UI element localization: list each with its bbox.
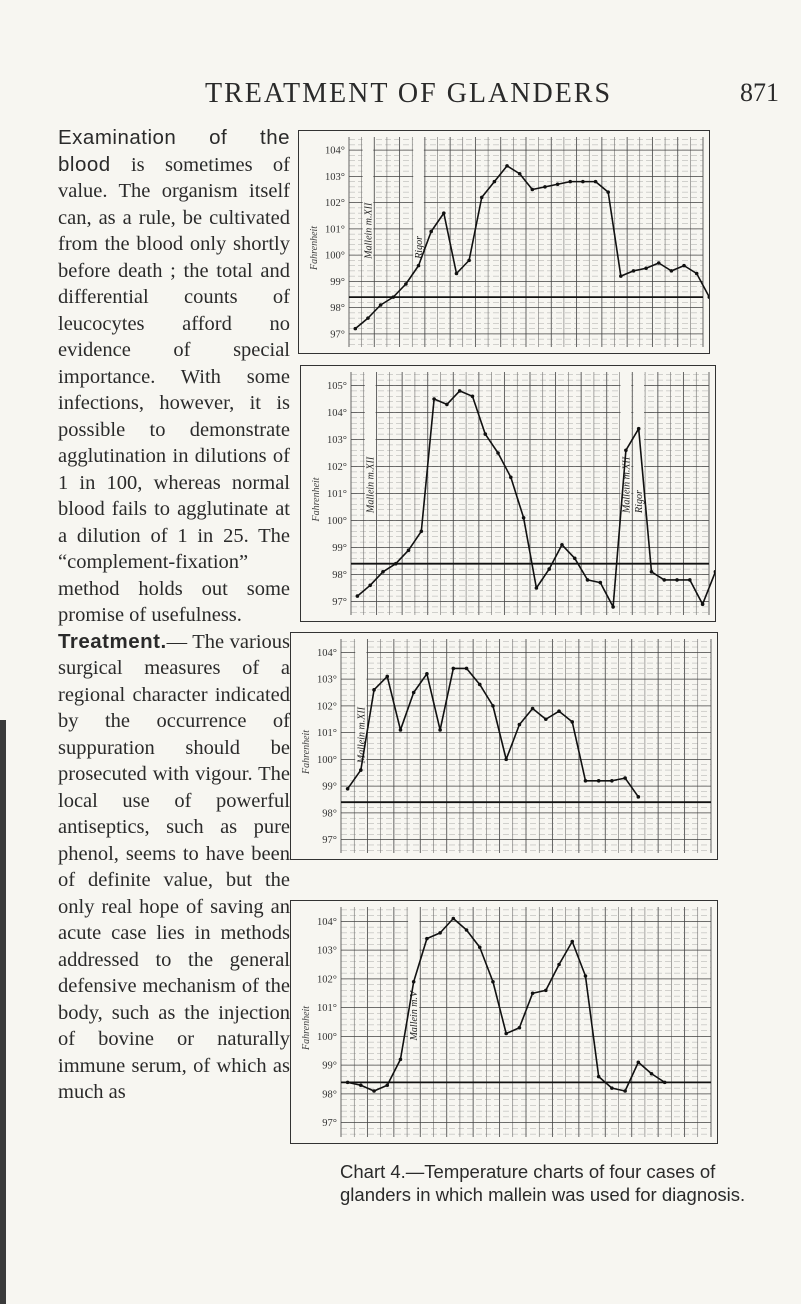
temperature-point <box>531 188 535 192</box>
temperature-point <box>483 432 487 436</box>
temperature-point <box>496 451 500 455</box>
temperature-point <box>438 728 442 732</box>
temperature-point <box>412 691 416 695</box>
temperature-point <box>662 578 666 582</box>
temperature-point <box>425 937 429 941</box>
y-tick-label: 104° <box>317 647 337 659</box>
temperature-point <box>657 261 661 265</box>
y-tick-label: 102° <box>327 462 347 473</box>
temperature-point <box>478 945 482 949</box>
temperature-point <box>509 476 513 480</box>
temperature-point <box>452 917 456 921</box>
temperature-point <box>372 688 376 692</box>
temperature-point <box>354 327 358 331</box>
temperature-point <box>359 768 363 772</box>
temperature-point <box>637 427 641 431</box>
mallein-annotation: Rigor <box>634 490 646 513</box>
y-tick-label: 100° <box>327 516 347 527</box>
temperature-point <box>560 543 564 547</box>
temperature-point <box>610 779 614 783</box>
temperature-point <box>623 776 627 780</box>
temperature-point <box>480 196 484 200</box>
y-tick-label: 98° <box>330 303 345 315</box>
temperature-point <box>368 584 372 588</box>
paragraph-treatment <box>58 629 290 1106</box>
y-tick-label: 102° <box>317 701 337 713</box>
temperature-point <box>547 567 551 571</box>
temperature-point <box>594 180 598 184</box>
temperature-point <box>535 586 539 590</box>
temperature-point <box>452 667 456 671</box>
y-tick-label: 98° <box>322 1089 337 1101</box>
y-tick-label: 102° <box>325 198 345 210</box>
temperature-chart-4 <box>290 900 718 1144</box>
y-tick-label: 97° <box>332 597 347 608</box>
temperature-point <box>445 403 449 407</box>
temperature-point <box>518 1026 522 1030</box>
page-number: 871 <box>740 78 779 107</box>
temperature-point <box>650 1072 654 1076</box>
temperature-point <box>682 264 686 268</box>
y-tick-label: 104° <box>325 145 345 157</box>
y-tick-label: 101° <box>317 728 337 740</box>
temperature-point <box>619 274 623 278</box>
temperature-point <box>504 758 508 762</box>
y-tick-label: 99° <box>322 1060 337 1072</box>
temperature-point <box>491 980 495 984</box>
temperature-point <box>584 779 588 783</box>
temperature-point <box>467 259 471 263</box>
temperature-point <box>399 1058 403 1062</box>
temperature-point <box>394 562 398 566</box>
temperature-point <box>379 303 383 307</box>
temperature-point <box>442 211 446 215</box>
y-tick-label: 103° <box>317 945 337 957</box>
temperature-point <box>493 180 497 184</box>
y-tick-label: 103° <box>325 171 345 183</box>
mallein-annotation: Mallein m.XII <box>621 456 633 513</box>
temperature-point <box>624 449 628 453</box>
temperature-point <box>346 787 350 791</box>
temperature-point <box>458 389 462 393</box>
temperature-point <box>425 672 429 676</box>
temperature-point <box>632 269 636 273</box>
temperature-point <box>701 602 705 606</box>
y-tick-label: 99° <box>322 781 337 793</box>
temperature-point <box>455 272 459 276</box>
temperature-point <box>606 190 610 194</box>
temperature-point <box>391 295 395 299</box>
temperature-point <box>611 605 615 609</box>
temperature-chart-1 <box>298 130 710 354</box>
temperature-point <box>359 1083 363 1087</box>
temperature-point <box>599 581 603 585</box>
chart-svg <box>291 901 717 1143</box>
y-tick-label: 104° <box>327 408 347 419</box>
temperature-point <box>570 940 574 944</box>
axis-label: Fahrenheit <box>309 225 320 270</box>
axis-label: Fahrenheit <box>301 1005 312 1050</box>
temperature-point <box>584 974 588 978</box>
temperature-point <box>644 266 648 270</box>
temperature-point <box>688 578 692 582</box>
body-text-column <box>58 125 290 1106</box>
temperature-point <box>471 395 475 399</box>
y-tick-label: 99° <box>330 276 345 288</box>
y-tick-label: 105° <box>327 381 347 392</box>
temperature-point <box>637 795 641 799</box>
paragraph-text-blood: is sometimes of value. The organism itself can, as a rule, be cultivated from the blood only shortly before death ; the total and differential counts of leucocytes afford no evidence of special importance. With some infections, however, it is possible to demonstrate agglutination in dilutions of 1 in 100, whereas normal blood fails to agglutinate at a dilution of 1 in 25. The “complement-fixation” method holds out some promise of usefulness. <box>58 153 290 626</box>
temperature-point <box>412 980 416 984</box>
section-heading-blood: Examination of the blood <box>58 126 290 176</box>
page-edge-shadow <box>0 720 6 1304</box>
y-tick-label: 104° <box>317 916 337 928</box>
y-tick-label: 100° <box>317 754 337 766</box>
temperature-point <box>404 282 408 286</box>
paragraph-text-treatment: — The various surgical measures of a regional character indicated by the occurrence of suppuration should be prosecuted with vigour. The local use of powerful antiseptics, such as pure phenol, seems to have been of definite value, but the only real hope of saving an acute case lies in methods addressed to the general defensive mechanism of the body, such as the injection of bovine or naturally immune serum, of which as much as <box>58 630 290 1103</box>
chart-svg <box>299 131 709 353</box>
paragraph-blood-examination <box>58 125 290 629</box>
temperature-point <box>522 516 526 520</box>
temperature-point <box>597 1075 601 1079</box>
y-tick-label: 97° <box>322 835 337 847</box>
chart-svg <box>291 633 717 859</box>
temperature-point <box>670 269 674 273</box>
temperature-point <box>544 989 548 993</box>
temperature-point <box>556 182 560 186</box>
figure-caption: Chart 4.—Temperature charts of four cases of glanders in which mallein was used for diagnosis. <box>340 1161 746 1205</box>
mallein-annotation: Mallein m.V <box>409 990 421 1041</box>
temperature-point <box>465 667 469 671</box>
y-tick-label: 100° <box>325 250 345 262</box>
temperature-point <box>518 172 522 176</box>
temperature-point <box>663 1081 667 1085</box>
temperature-point <box>465 928 469 932</box>
temperature-point <box>478 683 482 687</box>
temperature-point <box>407 548 411 552</box>
mallein-annotation: Rigor <box>414 236 426 259</box>
y-tick-label: 103° <box>317 674 337 686</box>
temperature-point <box>505 164 509 168</box>
temperature-point <box>438 931 442 935</box>
mallein-annotation: Mallein m.XII <box>356 707 368 764</box>
chart-svg <box>301 366 715 621</box>
temperature-point <box>429 230 433 234</box>
axis-label: Fahrenheit <box>301 729 312 774</box>
temperature-point <box>714 570 715 574</box>
temperature-point <box>531 707 535 711</box>
temperature-point <box>356 594 360 598</box>
temperature-point <box>366 316 370 320</box>
temperature-point <box>417 264 421 268</box>
temperature-point <box>557 963 561 967</box>
temperature-point <box>531 991 535 995</box>
temperature-point <box>597 779 601 783</box>
temperature-point <box>623 1089 627 1093</box>
y-tick-label: 97° <box>330 329 345 341</box>
temperature-point <box>650 570 654 574</box>
temperature-point <box>346 1081 350 1085</box>
temperature-point <box>372 1089 376 1093</box>
running-title: TREATMENT OF GLANDERS <box>205 78 613 109</box>
page-header <box>0 78 801 118</box>
temperature-point <box>420 530 424 534</box>
mallein-annotation: Mallein m.XII <box>365 456 377 513</box>
y-tick-label: 101° <box>327 489 347 500</box>
temperature-point <box>544 717 548 721</box>
temperature-point <box>543 185 547 189</box>
temperature-point <box>573 557 577 561</box>
temperature-point <box>637 1060 641 1064</box>
axis-label: Fahrenheit <box>311 477 322 522</box>
y-tick-label: 98° <box>332 570 347 581</box>
temperature-point <box>385 1083 389 1087</box>
y-tick-label: 101° <box>325 224 345 236</box>
temperature-point <box>491 704 495 708</box>
temperature-point <box>504 1032 508 1036</box>
temperature-point <box>381 570 385 574</box>
temperature-point <box>610 1086 614 1090</box>
temperature-point <box>570 720 574 724</box>
temperature-point <box>568 180 572 184</box>
temperature-chart-3 <box>290 632 718 860</box>
y-tick-label: 100° <box>317 1031 337 1043</box>
temperature-point <box>518 723 522 727</box>
y-tick-label: 101° <box>317 1003 337 1015</box>
temperature-point <box>385 675 389 679</box>
temperature-point <box>695 272 699 276</box>
y-tick-label: 98° <box>322 808 337 820</box>
temperature-point <box>399 728 403 732</box>
temperature-point <box>586 578 590 582</box>
y-tick-label: 99° <box>332 543 347 554</box>
mallein-annotation: Mallein m.XII <box>363 202 375 259</box>
temperature-point <box>432 397 436 401</box>
section-heading-treatment: Treatment. <box>58 629 167 653</box>
y-tick-label: 102° <box>317 974 337 986</box>
temperature-point <box>675 578 679 582</box>
temperature-chart-2 <box>300 365 716 622</box>
temperature-point <box>557 709 561 713</box>
temperature-point <box>581 180 585 184</box>
y-tick-label: 103° <box>327 435 347 446</box>
y-tick-label: 97° <box>322 1118 337 1130</box>
